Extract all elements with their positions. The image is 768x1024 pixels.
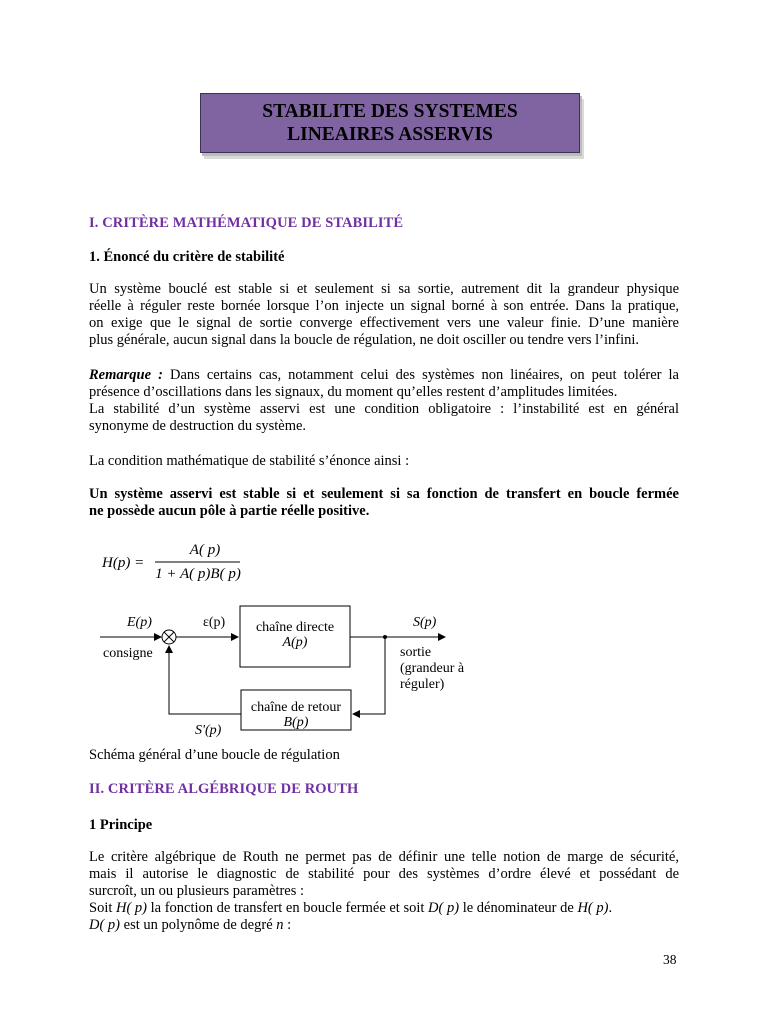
remark-label: Remarque : (89, 367, 163, 383)
text-line: surcroît, un ou plusieurs paramètres : (89, 883, 305, 899)
text-line: synonyme de destruction du système. (89, 418, 307, 434)
text-line: Un système bouclé est stable si et seulement si sa sortie, autrement dit la grandeur physique (89, 281, 679, 297)
page-number: 38 (663, 952, 677, 967)
input-label: consigne (103, 646, 153, 661)
section-1-subheading: 1. Énoncé du critère de stabilité (89, 249, 285, 265)
diagram-caption: Schéma général d’une boucle de régulation (89, 747, 340, 763)
regulation-loop-diagram (95, 600, 485, 750)
text-span: : (283, 917, 292, 933)
formula-denominator: 1 + A( p)B( p) (155, 566, 241, 582)
error-signal-label: ε(p) (203, 615, 226, 630)
remark-text: Dans certains cas, notamment celui des systèmes non linéaires, on peut tolérer la (162, 367, 679, 383)
output-signal-label: S(p) (413, 615, 437, 630)
text-span: la fonction de transfert en boucle fermée et soit (147, 900, 429, 916)
text-span: le dénominateur de (459, 900, 578, 916)
input-signal-label: E(p) (127, 615, 152, 630)
formula-numerator: A( p) (189, 542, 221, 558)
text-line (89, 367, 679, 384)
feedback-path-to-junction (169, 646, 241, 714)
text-line: La stabilité d’un système asservi est une condition obligatoire : l’instabilité est en général (89, 401, 679, 417)
math-n: n (276, 917, 284, 933)
title-line-2: LINEAIRES ASSERVIS (287, 124, 493, 145)
feedback-block-title: chaîne de retour (250, 700, 342, 715)
text-span: . (608, 900, 613, 916)
paragraph-routh-principle (89, 849, 679, 900)
text-line: présence d’oscillations dans les signaux, du moment qu’elles restent d’amplitudes limitées. (89, 384, 618, 400)
text-span: Soit (89, 900, 116, 916)
text-line: plus générale, aucun signal dans la boucle de régulation, ne doit osciller ou tendre vers l’infini. (89, 332, 640, 348)
text-line: Un système asservi est stable si et seulement si sa fonction de transfert en boucle fermée (89, 486, 679, 502)
paragraph-remark (89, 367, 679, 435)
paragraph-stability-definition (89, 281, 679, 349)
math-D: D( p) (89, 917, 121, 933)
output-label-line-3: réguler) (400, 677, 445, 692)
text-span: est un polynôme de degré (120, 917, 277, 933)
line-soit (89, 900, 612, 917)
stability-statement (89, 486, 679, 520)
text-line: Le critère algébrique de Routh ne permet pas de définir une telle notion de marge de sécurité, (89, 849, 679, 865)
text-line: on exige que le signal de sortie converge effectivement vers une valeur finie. D’une manière (89, 315, 679, 331)
math-H: H( p) (577, 900, 609, 916)
text-line: ne possède aucun pôle à partie réelle positive. (89, 503, 370, 519)
math-D: D( p) (428, 900, 460, 916)
title-box (200, 93, 580, 153)
feedback-block-tf: B(p) (283, 715, 309, 730)
feedback-path-to-block (353, 637, 385, 714)
title-line-1: STABILITE DES SYSTEMES (262, 101, 518, 122)
text-line: réelle à réguler reste bornée lorsque l’on injecte un signal borné à son entrée. Dans la pratique, (89, 298, 679, 314)
output-label-line-2: (grandeur à (400, 661, 465, 676)
feedback-signal-label: S'(p) (195, 723, 222, 738)
section-2-heading: II. CRITÈRE ALGÉBRIQUE DE ROUTH (89, 781, 359, 797)
forward-block-title: chaîne directe (255, 620, 335, 635)
output-label-line-1: sortie (400, 645, 432, 660)
formula-lhs: H(p) = (102, 555, 145, 571)
section-1-heading: I. CRITÈRE MATHÉMATIQUE DE STABILITÉ (89, 215, 404, 231)
line-polynomial (89, 917, 291, 934)
text-line: mais il autorise le diagnostic de stabilité pour des systèmes d’ordre élevé et possédant de (89, 866, 679, 882)
transfer-function-formula (100, 540, 270, 586)
math-H: H( p) (116, 900, 148, 916)
section-2-subheading: 1 Principe (89, 817, 153, 833)
condition-intro: La condition mathématique de stabilité s’énonce ainsi : (89, 453, 410, 469)
forward-block-tf: A(p) (282, 635, 308, 650)
